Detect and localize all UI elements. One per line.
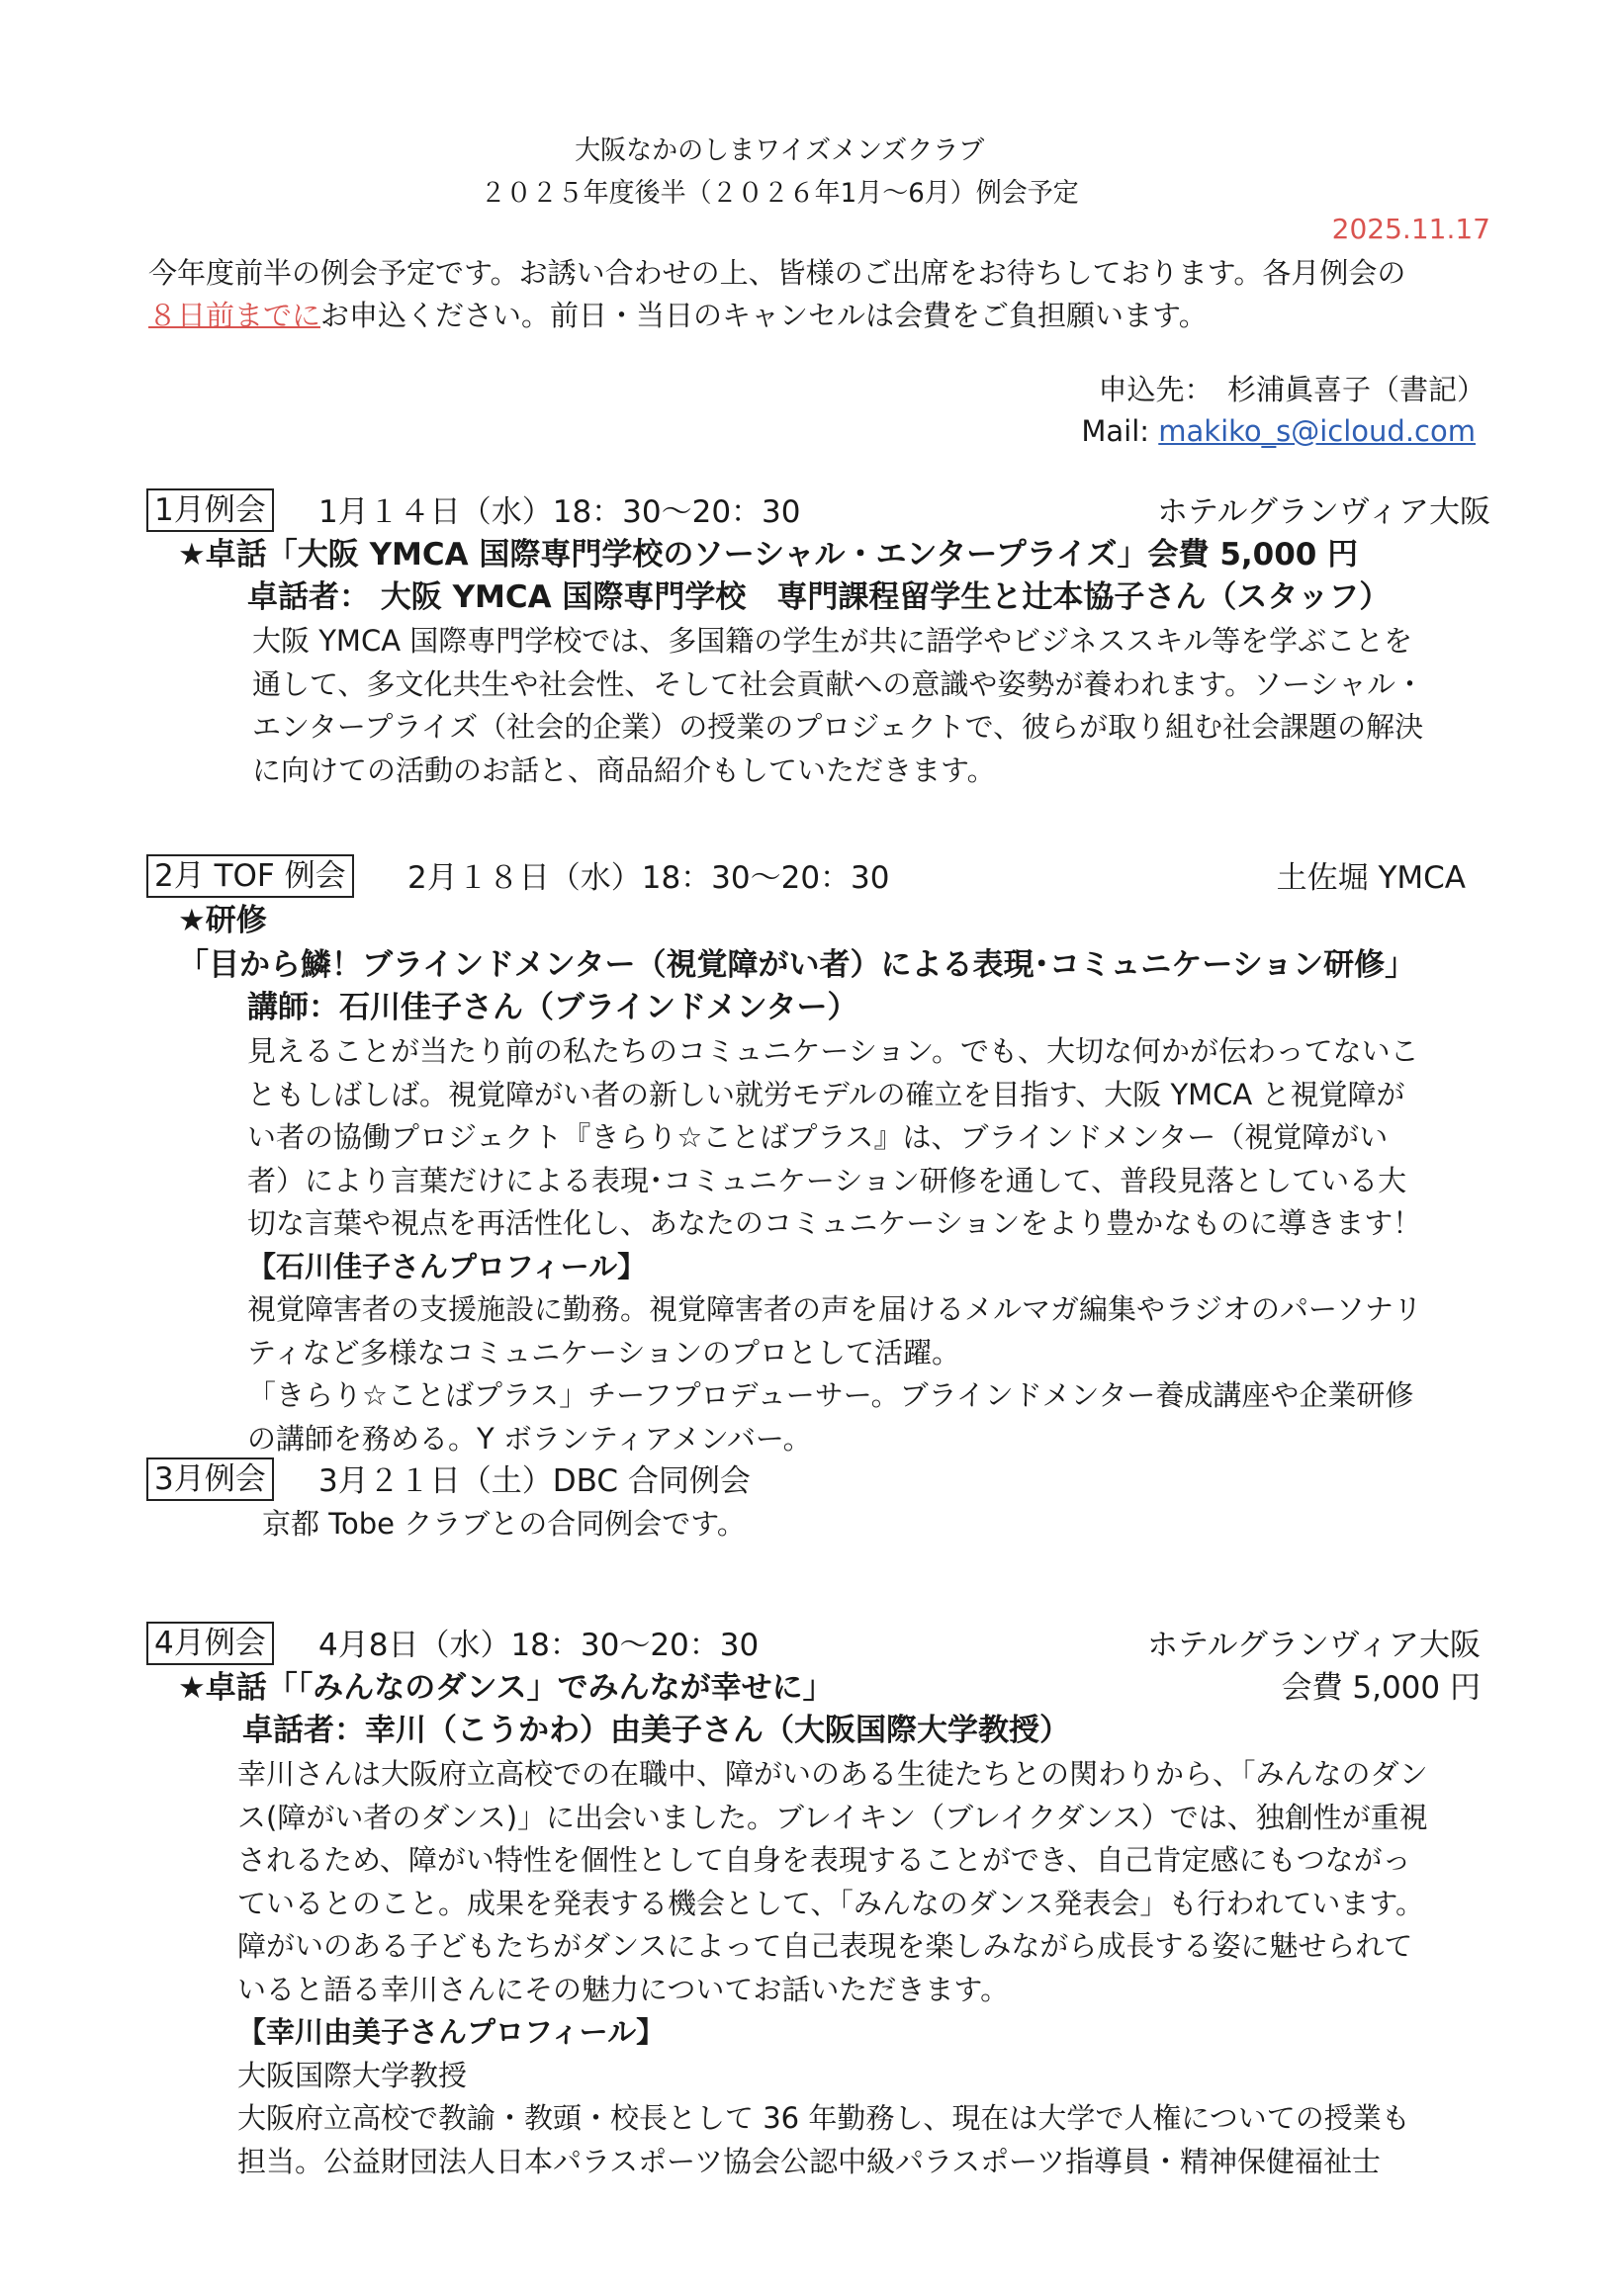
jan-venue: ホテルグランヴィア大阪: [1157, 494, 1490, 530]
intro-line-1: 今年度前半の例会予定です。お誘い合わせの上、皆様のご出席をお待ちしております。各月例会の: [148, 256, 1406, 290]
apr-tag: 4月例会: [146, 1622, 274, 1665]
apr-description: [237, 1753, 1428, 2183]
jan-tag: 1月例会: [146, 488, 274, 532]
feb-profile-line: 「きらり☆ことばプラス」チーフプロデューサー。ブラインドメンター養成講座や企業研修: [247, 1378, 1414, 1412]
feb-datetime: 2月１８日（水）18：30～20：30: [407, 860, 890, 896]
contact-mail: [1081, 410, 1476, 454]
jan-header: [146, 488, 274, 532]
mar-datetime: 3月２１日（土）DBC 合同例会: [318, 1463, 751, 1499]
apr-desc-line: 幸川さんは大阪府立高校での在職中、障がいのある生徒たちとの関わりから、「みんなのダン: [237, 1757, 1428, 1791]
mail-link[interactable]: makiko_s@icloud.com: [1158, 414, 1476, 448]
intro-line-2-rest: お申込ください。前日・当日のキャンセルは会費をご負担願います。: [320, 299, 1208, 332]
apr-profile-line: 大阪国際大学教授: [237, 2058, 468, 2092]
apr-header: [146, 1622, 274, 1665]
jan-description: [252, 620, 1424, 792]
feb-tag: 2月 TOF 例会: [146, 854, 354, 898]
apr-talk-title: ★卓話「「みんなのダンス」でみんなが幸せに」: [178, 1670, 834, 1706]
apr-speaker: 卓話者：幸川（こうかわ）由美子さん（大阪国際大学教授）: [242, 1713, 1070, 1748]
apr-desc-line: 障がいのある子どもたちがダンスによって自己表現を楽しみながら成長する姿に魅せられて: [237, 1929, 1413, 1963]
mail-label: Mail:: [1081, 414, 1159, 448]
jan-desc-line: 通して、多文化共生や社会性、そして社会貢献への意識や姿勢が養われます。ソーシャル・: [252, 666, 1424, 701]
mar-tag: 3月例会: [146, 1457, 274, 1501]
feb-desc-line: い者の協働プロジェクト『きらり☆ことばプラス』は、ブラインドメンター（視覚障がい: [247, 1120, 1389, 1154]
feb-profile-line: の講師を務める。Y ボランティアメンバー。: [247, 1421, 812, 1456]
apr-venue: ホテルグランヴィア大阪: [1147, 1628, 1481, 1663]
feb-header: [146, 854, 354, 898]
feb-desc-line: 見えることが当たり前の私たちのコミュニケーション。でも、大切な何かが伝わってないこ: [247, 1034, 1419, 1068]
apr-desc-line: いると語る幸川さんにその魅力についてお話いただきます。: [237, 1972, 1010, 2006]
jan-desc-line: に向けての活動のお話と、商品紹介もしていただきます。: [252, 752, 996, 787]
feb-venue: 土佐堀 YMCA: [1276, 860, 1466, 896]
apr-profile-title: 【幸川由美子さんプロフィール】: [237, 2015, 666, 2049]
intro-line-2: [148, 295, 1208, 338]
schedule-subtitle: ２０２５年度後半（２０２６年1月～6月）例会予定: [480, 178, 1079, 209]
apr-fee: 会費 5,000 円: [1281, 1670, 1481, 1706]
apr-desc-line: されるため、障がい特性を個性として自身を表現することができ、自己肯定感にもつながっ: [237, 1843, 1411, 1877]
apr-desc-line: ているとのこと。成果を発表する機会として、「みんなのダンス発表会」も行われています。: [237, 1886, 1425, 1920]
feb-profile-line: 視覚障害者の支援施設に勤務。視覚障害者の声を届けるメルマガ編集やラジオのパーソナリ: [247, 1292, 1422, 1326]
feb-kind: ★研修: [178, 903, 267, 938]
jan-datetime: 1月１４日（水）18：30～20：30: [318, 494, 801, 530]
feb-description: [247, 1030, 1422, 1460]
jan-desc-line: 大阪 YMCA 国際専門学校では、多国籍の学生が共に語学やビジネススキル等を学ぶことを: [252, 624, 1413, 658]
feb-profile-line: ティなど多様なコミュニケーションのプロとして活躍。: [247, 1335, 960, 1369]
apr-profile-line: 担当。公益財団法人日本パラスポーツ協会公認中級パラスポーツ指導員・精神保健福祉士: [237, 2144, 1381, 2178]
issue-date: 2025.11.17: [1331, 213, 1490, 245]
apr-datetime: 4月8日（水）18：30～20：30: [318, 1628, 760, 1663]
feb-desc-line: 切な言葉や視点を再活性化し、あなたのコミュニケーションをより豊かなものに導きます！: [247, 1206, 1422, 1240]
apr-profile-line: 大阪府立高校で教諭・教頭・校長として 36 年勤務し、現在は大学で人権についての授業も: [237, 2101, 1410, 2135]
feb-profile-title: 【石川佳子さんプロフィール】: [247, 1249, 647, 1283]
mar-header: [146, 1457, 274, 1501]
contact-person: 申込先： 杉浦眞喜子（書記）: [1098, 373, 1485, 406]
deadline-highlight: ８日前までに: [148, 299, 321, 332]
feb-lecturer: 講師：石川佳子さん（ブラインドメンター）: [247, 990, 858, 1025]
feb-desc-line: ともしばしば。視覚障がい者の新しい就労モデルの確立を目指す、大阪 YMCA と視覚障が: [247, 1077, 1405, 1111]
jan-speaker: 卓話者： 大阪 YMCA 国際専門学校 専門課程留学生と辻本協子さん（スタッフ）: [247, 579, 1391, 615]
feb-title: 「目から鱗！ブラインドメンター（視覚障がい者）による表現･コミュニケーション研修」: [178, 947, 1416, 983]
mar-description: 京都 Tobe クラブとの合同例会です。: [262, 1507, 746, 1541]
apr-desc-line: ス(障がい者のダンス)」に出会いました。ブレイキン（ブレイクダンス）では、独創性が重視: [237, 1800, 1428, 1834]
jan-talk-title: ★卓話「大阪 YMCA 国際専門学校のソーシャル・エンタープライズ」会費 5,000 円: [178, 537, 1359, 573]
club-title: 大阪なかのしまワイズメンズクラブ: [575, 135, 985, 166]
feb-desc-line: 者）により言葉だけによる表現･コミュニケーション研修を通して、普段見落としている大: [247, 1163, 1407, 1197]
jan-desc-line: エンタープライズ（社会的企業）の授業のプロジェクトで、彼らが取り組む社会課題の解決: [252, 710, 1424, 744]
